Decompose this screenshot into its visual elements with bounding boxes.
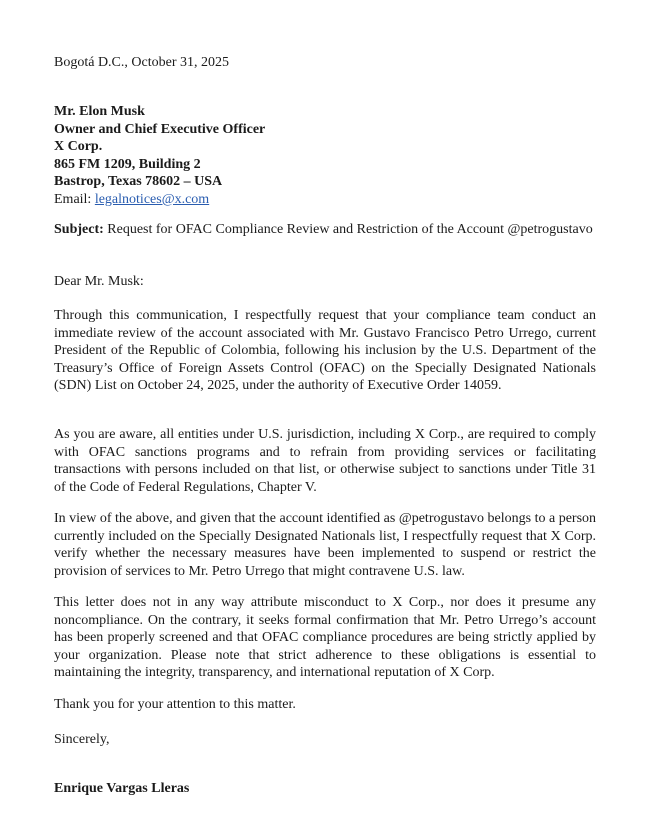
subject-line	[54, 221, 596, 239]
email-label: Email:	[54, 191, 95, 207]
recipient-title: Owner and Chief Executive Officer	[54, 121, 266, 137]
body-paragraph: In view of the above, and given that the account identified as @petrogustavo belongs to a person currently included on the Specially Designated Nationals list, I respectfully request that X Corp. verify whether the necessary measures have been implemented to suspend or restrict the provision of services to Mr. Petro Urrego that might contravene U.S. law.	[54, 511, 597, 579]
email-link[interactable]: legalnotices@x.com	[94, 191, 210, 207]
recipient-company: X Corp.	[54, 139, 103, 155]
signer-name: Enrique Vargas Lleras	[54, 781, 190, 796]
body-paragraph: As you are aware, all entities under U.S. jurisdiction, including X Corp., are required to comply with OFAC sanctions programs and to refrain from providing services or facilitating transactions with persons included on that list, or otherwise subject to sanctions under Title 31 of the Code of Federal Regulations, Chapter V.	[54, 427, 596, 495]
recipient-email-line	[54, 191, 265, 209]
body-paragraph: Through this communication, I respectfully request that your compliance team conduct an immediate review of the account associated with Mr. Gustavo Francisco Petro Urrego, current President of the Republic of Colombia, following his inclusion by the U.S. Department of the Treasury’s Office of Foreign Assets Control (OFAC) on the Specially Designated Nationals (SDN) List on October 24, 2025, under the authority of Executive Order 14059.	[54, 308, 596, 394]
closing-line: Sincerely,	[54, 732, 110, 747]
body-paragraph: This letter does not in any way attribute misconduct to X Corp., nor does it presume any noncompliance. On the contrary, it seeks formal confirmation that Mr. Petro Urrego’s account has been properly screened and that OFAC compliance procedures are being strictly applied by your organization. Please note that strict adherence to these obligations is essential to maintaining the integrity, transparency, and international reputation of X Corp.	[54, 595, 596, 681]
recipient-address-block	[54, 103, 265, 209]
subject-label: Subject:	[54, 222, 104, 237]
recipient-street: 865 FM 1209, Building 2	[54, 156, 201, 172]
subject-text: Request for OFAC Compliance Review and Restriction of the Account @petrogustavo	[103, 222, 593, 237]
thanks-line: Thank you for your attention to this matter.	[54, 697, 296, 712]
letter-date: Bogotá D.C., October 31, 2025	[54, 55, 229, 70]
recipient-city: Bastrop, Texas 78602 – USA	[54, 174, 223, 190]
salutation: Dear Mr. Musk:	[54, 274, 144, 289]
recipient-name: Mr. Elon Musk	[54, 104, 145, 119]
